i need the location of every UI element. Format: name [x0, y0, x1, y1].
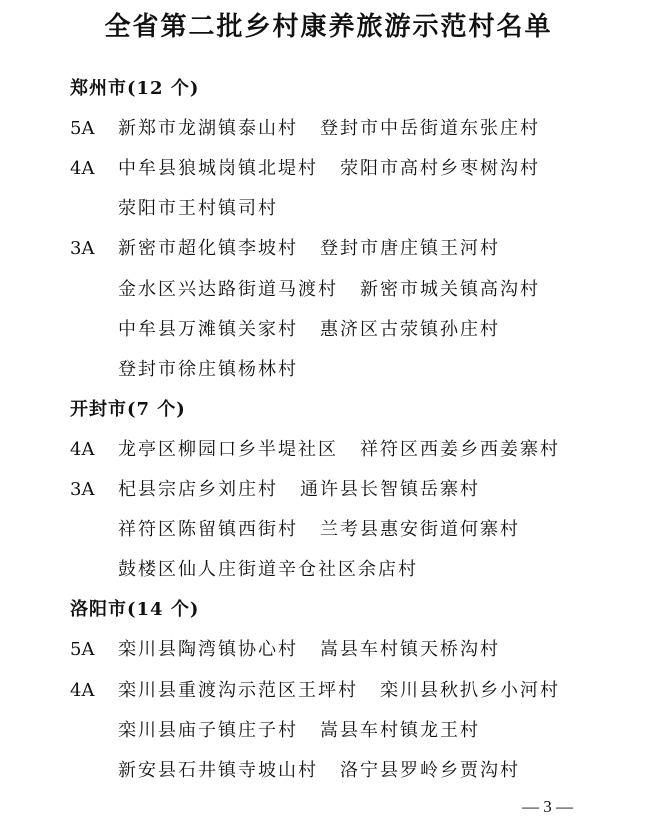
- village-name: 中牟县狼城岗镇北堤村: [118, 158, 318, 180]
- village-name: 嵩县车村镇天桥沟村: [320, 639, 500, 661]
- village-entries: [118, 635, 500, 665]
- village-entries: [118, 756, 520, 786]
- grade-label: 4A: [70, 438, 95, 460]
- village-name: 栾川县重渡沟示范区王坪村: [118, 679, 358, 701]
- village-name: 鼓楼区仙人庄街道辛仓社区余店村: [118, 559, 418, 581]
- page-title: 全省第二批乡村康养旅游示范村名单: [104, 12, 553, 42]
- village-name: 杞县宗店乡刘庄村: [118, 479, 278, 500]
- grade-label: 4A: [70, 679, 95, 701]
- city-heading: 郑州市(12 个): [70, 78, 200, 99]
- village-entries: [118, 275, 540, 305]
- village-name: 新密市超化镇李坡村: [118, 238, 298, 260]
- village-name: 登封市徐庄镇杨林村: [118, 358, 298, 380]
- village-name: 洛宁县罗岭乡贾沟村: [340, 759, 520, 781]
- village-name: 兰考县惠安街道何寨村: [320, 519, 520, 541]
- grade-label: 3A: [70, 479, 95, 500]
- village-name: 金水区兴达路街道马渡村: [118, 278, 338, 300]
- village-name: 荥阳市高村乡枣树沟村: [340, 158, 540, 180]
- page-number: — 3 —: [522, 797, 573, 816]
- village-entries: [118, 114, 540, 144]
- village-entries: [118, 315, 500, 345]
- village-entries: [118, 194, 278, 224]
- village-entries: [118, 515, 520, 545]
- village-name: 中牟县万滩镇关家村: [118, 318, 298, 340]
- village-name: 通许县长智镇岳寨村: [300, 479, 480, 500]
- village-entries: [118, 355, 298, 385]
- village-entries: [118, 435, 560, 465]
- village-name: 荥阳市王村镇司村: [118, 198, 278, 220]
- village-name: 嵩县车村镇龙王村: [320, 719, 480, 741]
- village-entries: [118, 154, 540, 184]
- village-name: 祥符区西姜乡西姜寨村: [360, 438, 560, 460]
- city-heading: 开封市(7 个): [70, 398, 186, 420]
- village-name: 登封市唐庄镇王河村: [320, 238, 500, 260]
- village-name: 新安县石井镇寺坡山村: [118, 759, 318, 781]
- village-name: 龙亭区柳园口乡半堤社区: [118, 438, 338, 460]
- village-entries: [118, 475, 480, 505]
- grade-label: 4A: [70, 158, 95, 180]
- village-entries: [118, 555, 418, 585]
- grade-label: 5A: [70, 118, 95, 140]
- village-name: 新郑市龙湖镇泰山村: [118, 118, 298, 140]
- grade-label: 3A: [70, 238, 95, 260]
- village-name: 栾川县陶湾镇协心村: [118, 639, 298, 661]
- village-name: 栾川县秋扒乡小河村: [380, 679, 560, 701]
- village-name: 登封市中岳街道东张庄村: [320, 118, 540, 140]
- village-entries: [118, 716, 480, 746]
- village-entries: [118, 676, 560, 706]
- city-heading: 洛阳市(14 个): [70, 599, 200, 621]
- village-name: 祥符区陈留镇西街村: [118, 519, 298, 541]
- village-entries: [118, 234, 500, 264]
- grade-label: 5A: [70, 639, 95, 661]
- village-name: 惠济区古荥镇孙庄村: [320, 318, 500, 340]
- village-name: 栾川县庙子镇庄子村: [118, 719, 298, 741]
- village-name: 新密市城关镇高沟村: [360, 278, 540, 300]
